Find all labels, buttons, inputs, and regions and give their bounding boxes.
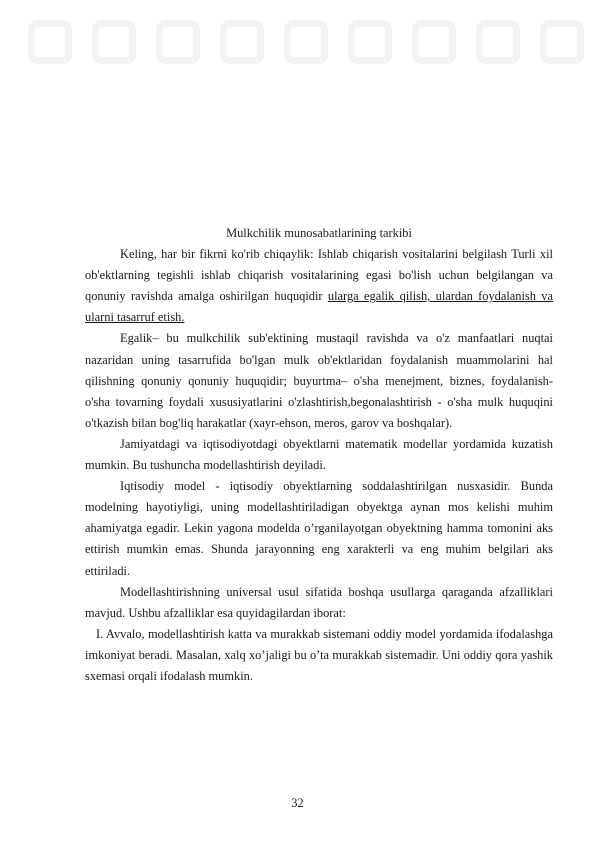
underlined-text: ularga egalik qilish, ulardan foydalanish va ularni tasarruf etish. [85,289,554,325]
watermark-mark [284,20,328,64]
paragraph: Egalik– bu mulkchilik sub'ektining mustaqil ravishda va o'z manfaatlari nuqtai nazaridan uning tasarrufida bo'lgan mulk ob'ektlaridan foydalanish muammolarini hal qilishning qonuniy qonuniy huquqidir; buyurtma– o'sha menejment, biznes, foydalanish- o'sha tovarning foydali xususiyatlarini o'zlashtirish,begonalashtirish - o'sha mulk huquqini o'tkazish bilan bog'liq harakatlar (xayr-ehson, meros, garov va boshqalar). [85,331,553,430]
watermark-mark [348,20,392,64]
watermark-mark [540,20,584,64]
watermark-mark [156,20,200,64]
list-item: I. Avvalo, modellashtirish katta va murakkab sistemani oddiy model yordamida ifodalashga imkoniyat beradi. Masalan, xalq xo’jaligi bu o’ta murakkab sistemadir. Uni oddiy qora yashik sxemasi orqali ifodalash mumkin. [85,626,553,683]
section-title: Mulkchilik munosabatlarining tarkibi [226,226,412,240]
watermark-mark [92,20,136,64]
paragraph [85,244,553,328]
watermark-mark [220,20,264,64]
watermark [0,0,595,80]
watermark-mark [28,20,72,64]
paragraph: Iqtisodiy model - iqtisodiy obyektlarning soddalashtirilgan nusxasidir. Bunda modelning hayotiyligi, uning modellashtiriladigan obyektga aynan mos kelishi muhim ahamiyatga egadir. Lekin yagona modelda o’rganilayotgan obyektning hamma tomonini aks ettirish mumkin emas. Shunda jarayonning eng xarakterli va eng muhim belgilari aks ettiriladi. [85,479,553,578]
paragraph: Jamiyatdagi va iqtisodiyotdagi obyektlarni matematik modellar yordamida kuzatish mumkin. Bu tushuncha modellashtirish deyiladi. [85,436,553,473]
paragraph-text: Keling, har bir fikrni ko'rib chiqaylik: Ishlab chiqarish vositalarini belgilash Turli xil ob'ektlarning tegishli ishlab chiqarish vositalarining egasi bo'lish uchun belgilangan va qonuniy ravishda amalga oshirilgan huquqidir [85,247,553,304]
page-body [85,223,553,687]
watermark-mark [476,20,520,64]
watermark-mark [412,20,456,64]
page-number: 32 [291,796,304,810]
paragraph: Modellashtirishning universal usul sifatida boshqa usullarga qaraganda afzalliklari mavjud. Ushbu afzalliklar esa quyidagilardan iborat: [85,584,553,620]
